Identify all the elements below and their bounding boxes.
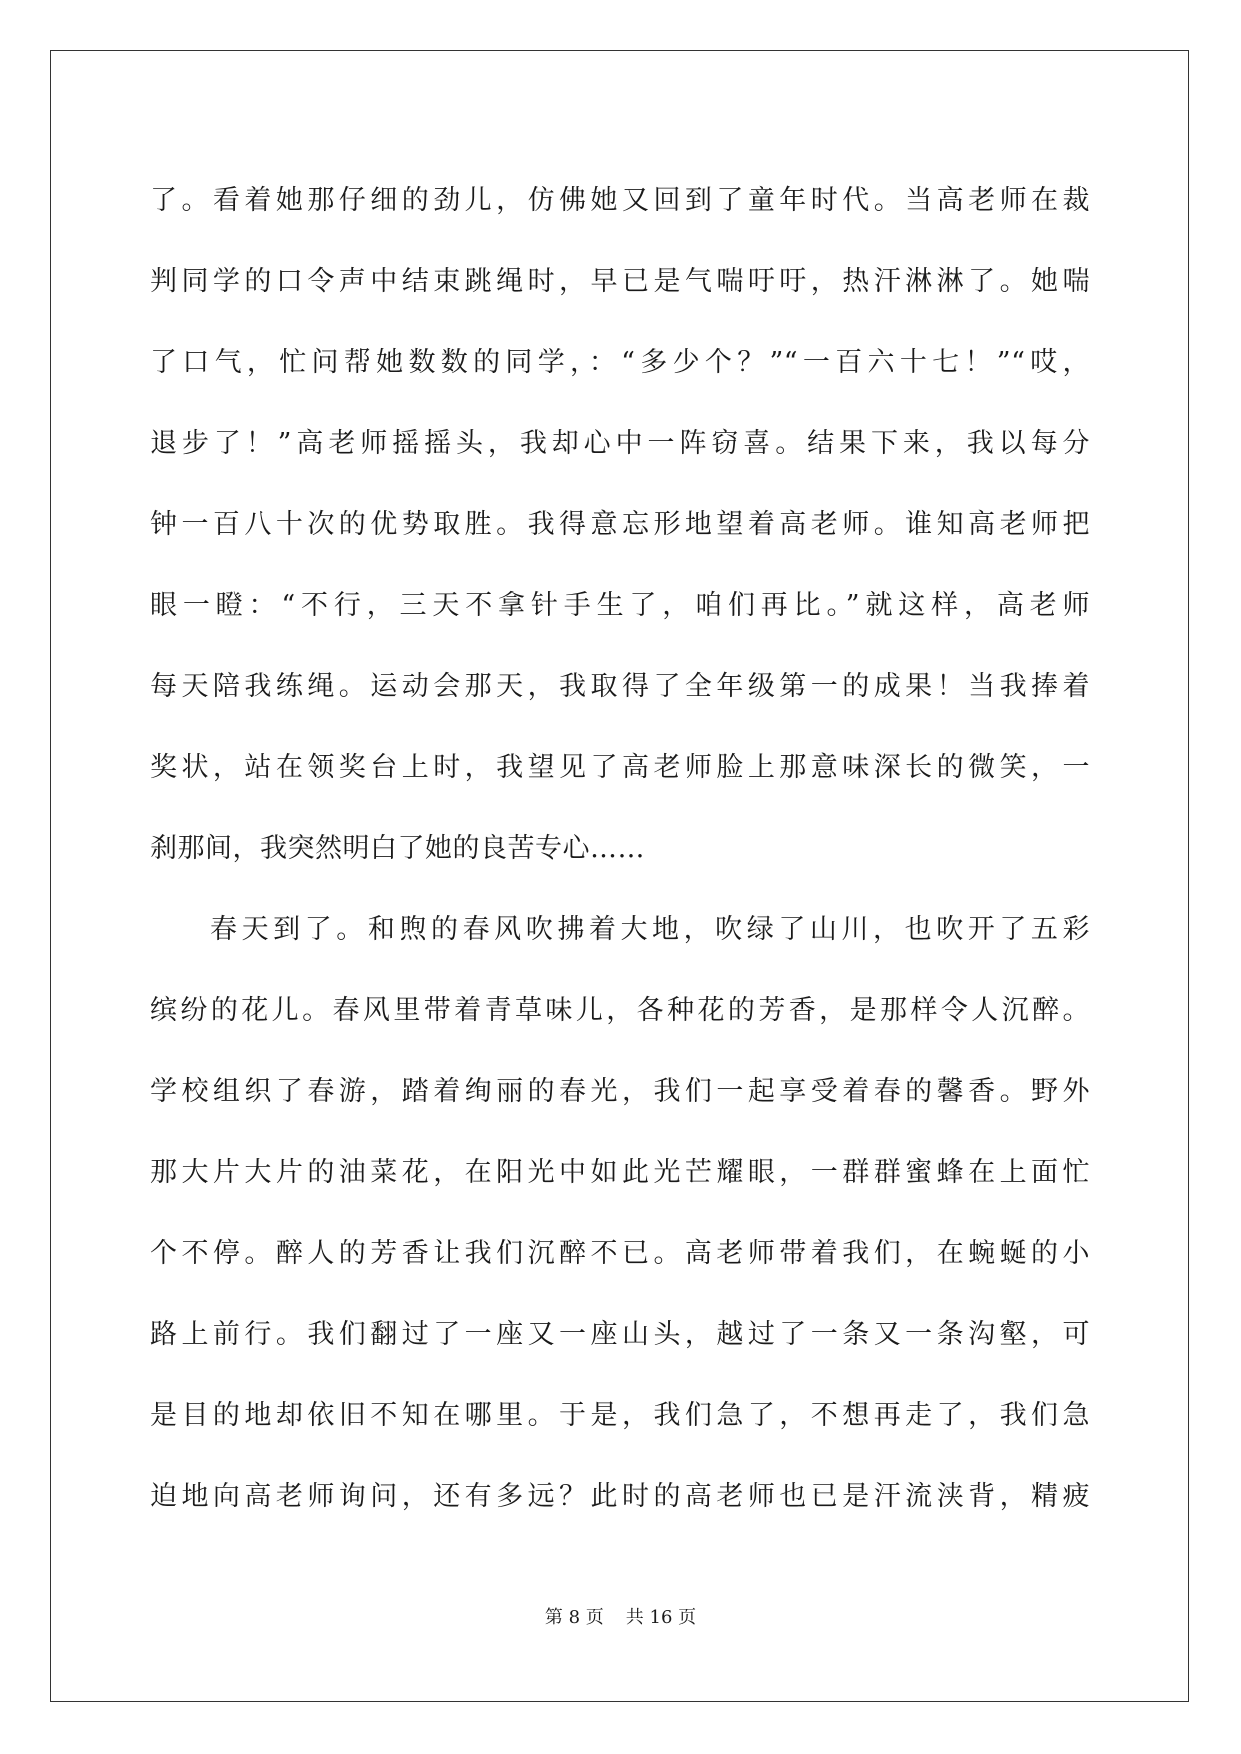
text-line: 每天陪我练绳。运动会那天，我取得了全年级第一的成果！当我捧着 xyxy=(150,671,1090,702)
page-footer xyxy=(0,1606,1241,1630)
text-line: 退步了！”高老师摇摇头，我却心中一阵窃喜。结果下来，我以每分 xyxy=(150,428,1090,459)
text-line: 刹那间，我突然明白了她的良苦专心…… xyxy=(150,833,645,864)
text-line: 春天到了。和煦的春风吹拂着大地，吹绿了山川，也吹开了五彩 xyxy=(210,914,1090,945)
text-line: 眼一瞪：“不行，三天不拿针手生了，咱们再比。”就这样，高老师 xyxy=(150,590,1090,621)
paragraph-1 xyxy=(150,160,1090,889)
text-line: 学校组织了春游，踏着绚丽的春光，我们一起享受着春的馨香。野外 xyxy=(150,1076,1090,1107)
text-line: 缤纷的花儿。春风里带着青草味儿，各种花的芳香，是那样令人沉醉。 xyxy=(150,995,1090,1026)
paragraph-2 xyxy=(150,889,1090,1537)
text-line: 路上前行。我们翻过了一座又一座山头，越过了一条又一条沟壑，可 xyxy=(150,1319,1090,1350)
text-line: 了。看着她那仔细的劲儿，仿佛她又回到了童年时代。当高老师在裁 xyxy=(150,185,1090,216)
text-line: 那大片大片的油菜花，在阳光中如此光芒耀眼，一群群蜜蜂在上面忙 xyxy=(150,1157,1090,1188)
page-number: 第 8 页 xyxy=(544,1607,604,1628)
page-total: 共 16 页 xyxy=(625,1607,697,1628)
text-line: 迫地向高老师询问，还有多远？此时的高老师也已是汗流浃背，精疲 xyxy=(150,1481,1090,1512)
text-line: 判同学的口令声中结束跳绳时，早已是气喘吁吁，热汗淋淋了。她喘 xyxy=(150,266,1090,297)
text-line: 钟一百八十次的优势取胜。我得意忘形地望着高老师。谁知高老师把 xyxy=(150,509,1090,540)
text-line: 个不停。醉人的芳香让我们沉醉不已。高老师带着我们，在蜿蜒的小 xyxy=(150,1238,1090,1269)
text-line: 是目的地却依旧不知在哪里。于是，我们急了，不想再走了，我们急 xyxy=(150,1400,1090,1431)
document-body xyxy=(150,160,1090,1537)
text-line: 了口气，忙问帮她数数的同学，：“多少个？”“一百六十七！”“哎， xyxy=(150,347,1090,378)
text-line: 奖状，站在领奖台上时，我望见了高老师脸上那意味深长的微笑，一 xyxy=(150,752,1090,783)
